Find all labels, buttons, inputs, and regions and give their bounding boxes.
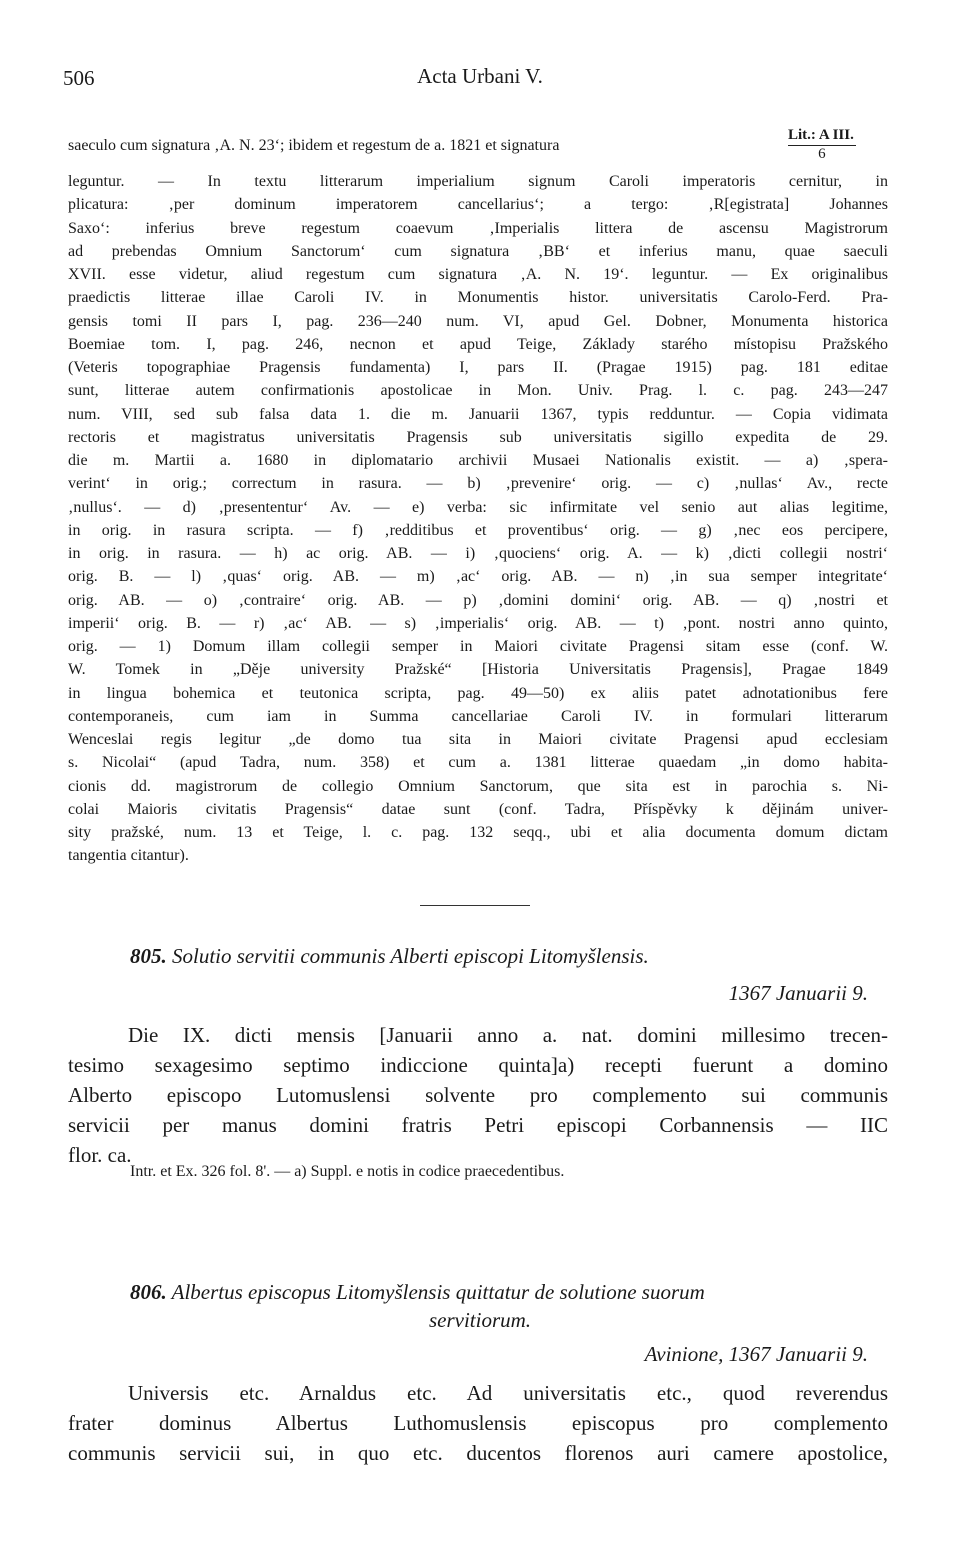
doc805-source: Intr. et Ex. 326 fol. 8'. — a) Suppl. e notis in codice praecedentibus.: [130, 1163, 565, 1180]
footnote-line: sunt, litterae autem confirmationis apostolicae in Mon. Univ. Prag. l. c. pag. 243—247: [68, 382, 888, 400]
footnote-line: orig. AB. — o) ‚contraire‘ orig. AB. — p) ‚domini domini‘ orig. AB. — q) ‚nostri et: [68, 591, 888, 609]
doc805-number: 805.: [130, 944, 167, 968]
doc806-number: 806.: [130, 1280, 167, 1304]
footnote-line: num. VIII, sed sub falsa data 1. die m. Januarii 1367, typis redduntur. — Copia vidimata: [68, 405, 888, 423]
footnote-line: s. Nicolai“ (apud Tadra, num. 358) et cum a. 1381 litterae quaedam „in domo habita-: [68, 754, 888, 772]
doc806-body: [68, 1378, 888, 1468]
footnote-line: orig. B. — l) ‚quas‘ orig. AB. — m) ‚ac‘ orig. AB. — n) ‚in sua semper integritate‘: [68, 568, 888, 586]
footnote-line: XVII. esse videtur, aliud regestum cum signatura ‚A. N. 19‘. leguntur. — Ex originalibus: [68, 266, 888, 283]
footnote-line: ‚nullus‘. — d) ‚presententur‘ Av. — e) verba: sic infirmitate vel senio aut alias legitime,: [68, 498, 888, 516]
footnote-line: Saxo‘: inferius breve regestum coaevum ‚Imperialis littera de ascensu Magistrorum: [68, 219, 888, 237]
doc805-body-line: tesimo sexagesimo septimo indiccione quinta]a) recepti fuerunt a domino: [68, 1053, 888, 1077]
footnote-line: sity pražské, num. 13 et Teige, l. c. pag. 132 seqq., ubi et alia documenta domum dictam: [68, 824, 888, 841]
doc805-heading: [130, 944, 649, 969]
signature-line: saeculo cum signatura ‚A. N. 23‘; ibidem et regestum de a. 1821 et signatura: [68, 137, 560, 154]
doc806-title-line2: servitiorum.: [428, 1308, 532, 1332]
footnote-line: W. Tomek in „Děje university Pražské“ [Historia Universitatis Pragensis], Pragae 1849: [68, 661, 888, 679]
doc805-date: 1367 Januarii 9.: [728, 981, 868, 1005]
footnote-line: contemporaneis, cum iam in Summa cancellariae Caroli IV. in formulari litterarum: [68, 707, 888, 725]
section-divider: [420, 905, 530, 906]
footnote-line: Wenceslai regis legitur „de domo tua sita in Maiori civitate Pragensi apud ecclesiam: [68, 731, 888, 748]
doc806-body-line: communis servicii sui, in quo etc. ducentos florenos auri camere apostolice,: [68, 1441, 888, 1465]
footnote-line: praedictis litterae illae Caroli IV. in Monumentis histor. universitatis Carolo-Ferd. Pra-: [68, 289, 888, 307]
doc806-body-line: Universis etc. Arnaldus etc. Ad universitatis etc., quod reverendus: [128, 1381, 888, 1405]
footnote-line: verint‘ in orig.; correctum in rasura. — b) ‚prevenire‘ orig. — c) ‚nullas‘ Av., recte: [68, 475, 888, 493]
footnotes-block: [68, 170, 888, 868]
footnote-line: ad prebendas Omnium Sanctorum‘ cum signatura ‚BB‘ et inferius manu, quae saeculi: [68, 242, 888, 260]
doc806-heading: [130, 1280, 705, 1305]
running-title: Acta Urbani V.: [417, 64, 543, 88]
page-number: 506: [63, 66, 95, 90]
doc805-body-line: Alberto episcopo Lutomuslensi solvente pro complemento sui communis: [68, 1083, 888, 1107]
doc805-body: [68, 1020, 888, 1170]
footnote-line: Boemiae tom. I, pag. 246, necnon et apud Teige, Základy starého místopisu Pražského: [68, 335, 888, 353]
signature-fraction: [788, 127, 856, 163]
doc805-body-line: flor. ca.: [68, 1143, 132, 1167]
footnote-line: colai Maioris civitatis Pragensis“ datae sunt (conf. Tadra, Příspěvky k dějinám univer-: [68, 800, 888, 818]
footnote-line: rectoris et magistratus universitatis Pragensis sub universitatis sigillo expedita de 29.: [68, 428, 888, 446]
footnote-line: tangentia citantur).: [68, 847, 189, 865]
doc806-title-line1: Albertus episcopus Litomyšlensis quittatur de solutione suorum: [171, 1280, 705, 1304]
footnote-line: imperii‘ orig. B. — r) ‚ac‘ AB. — s) ‚imperialis‘ orig. AB. — t) ‚pont. nostri anno quinto,: [68, 614, 888, 632]
footnote-line: in orig. in rasura. — h) ac orig. AB. — i) ‚quociens‘ orig. A. — k) ‚dicti collegii nostri‘: [68, 545, 888, 562]
footnote-line: cionis dd. magistrorum de collegio Omnium Sanctorum, que sita est in parochia s. Ni-: [68, 777, 888, 795]
doc805-title: Solutio servitii communis Alberti episcopi Litomyšlensis.: [172, 944, 649, 968]
footnote-line: leguntur. — In textu litterarum imperialium signum Caroli imperatoris cernitur, in: [68, 173, 888, 190]
footnote-line: in lingua bohemica et teutonica scripta, pag. 49—50) ex aliis patet adnotationibus fere: [68, 684, 888, 702]
fraction-numerator: Lit.: A III.: [788, 127, 856, 146]
footnote-line: gensis tomi II pars I, pag. 236—240 num. VI, apud Gel. Dobner, Monumenta historica: [68, 312, 888, 330]
footnote-line: die m. Martii a. 1680 in diplomatario archivii Musaei Nationalis existit. — a) ‚spera-: [68, 452, 888, 469]
doc806-body-line: frater dominus Albertus Luthomuslensis episcopus pro complemento: [68, 1411, 888, 1435]
doc805-body-line: servicii per manus domini fratris Petri episcopi Corbannensis — IIC: [68, 1113, 888, 1137]
footnote-line: (Veteris topographiae Pragensis fundamenta) I, pars II. (Pragae 1915) pag. 181 editae: [68, 359, 888, 376]
fraction-denominator: 6: [818, 146, 826, 162]
doc806-date: Avinione, 1367 Januarii 9.: [644, 1342, 868, 1366]
footnote-line: in orig. in rasura scripta. — f) ‚redditibus et proventibus‘ orig. — g) ‚nec eos percipere,: [68, 521, 888, 539]
footnote-line: plicatura: ‚per dominum imperatorem cancellarius‘; a tergo: ‚R[egistrata] Johannes: [68, 196, 888, 214]
footnote-line: orig. — 1) Domum illam collegii semper in Maiori civitate Pragensi sitam esse (conf. W.: [68, 638, 888, 655]
doc805-body-line: Die IX. dicti mensis [Januarii anno a. nat. domini millesimo trecen-: [128, 1023, 888, 1047]
